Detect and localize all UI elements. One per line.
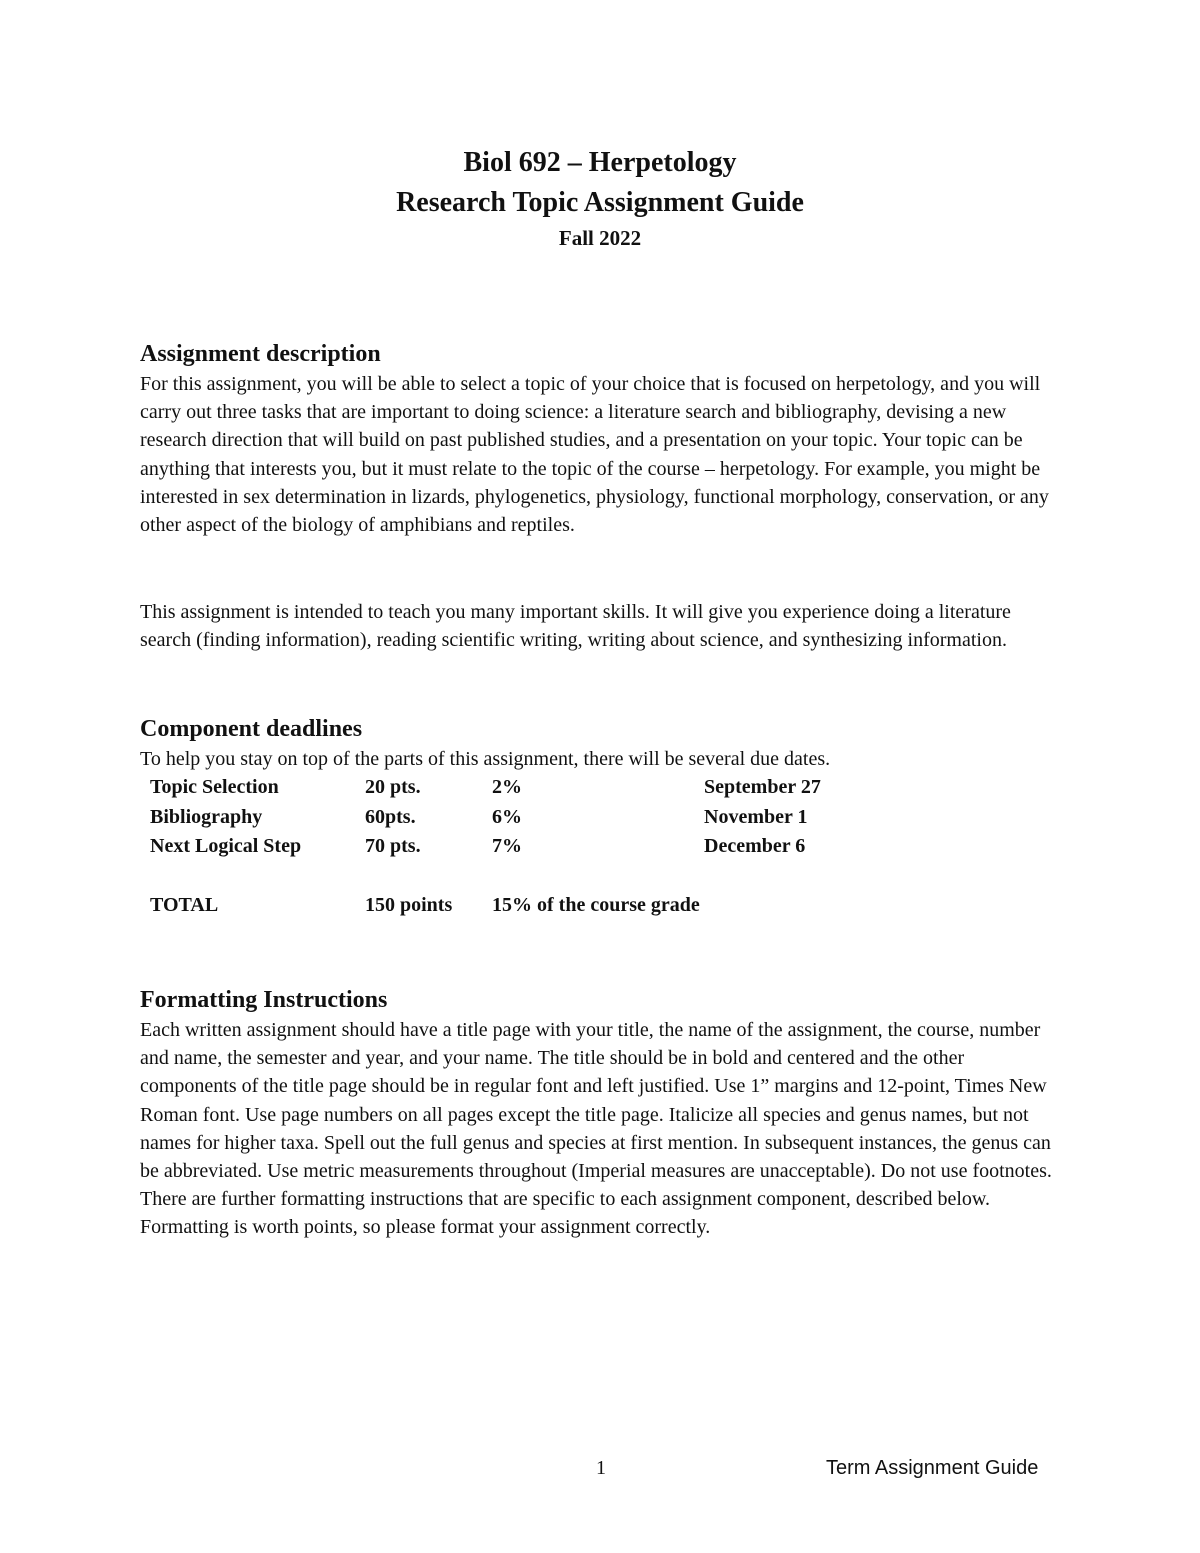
deadline-name: Topic Selection — [150, 776, 279, 799]
deadline-percent: 7% — [492, 835, 522, 858]
assignment-description-paragraph-2-block — [140, 598, 1065, 654]
deadline-points: 70 pts. — [365, 835, 421, 858]
deadline-points: 60pts. — [365, 805, 416, 828]
total-row — [140, 891, 904, 921]
component-deadlines-section — [140, 713, 1065, 920]
deadline-date: November 1 — [704, 805, 808, 828]
formatting-instructions-heading: Formatting Instructions — [140, 987, 388, 1013]
guide-title: Research Topic Assignment Guide — [396, 187, 804, 218]
table-row — [140, 803, 904, 833]
table-spacer-row — [140, 862, 904, 891]
total-points: 150 points — [365, 893, 453, 916]
assignment-description-paragraph-2: This assignment is intended to teach you many important skills. It will give you experience doing a literature search (finding information), reading scientific writing, writing about science, and synthesizing information. — [140, 601, 1011, 652]
total-label: TOTAL — [150, 893, 219, 916]
table-row — [140, 832, 904, 862]
deadlines-table — [140, 773, 904, 920]
deadline-name: Next Logical Step — [150, 835, 302, 858]
course-title: Biol 692 – Herpetology — [463, 147, 737, 178]
component-deadlines-heading: Component deadlines — [140, 716, 363, 742]
component-deadlines-intro: To help you stay on top of the parts of this assignment, there will be several due dates. — [140, 748, 831, 770]
assignment-description-heading: Assignment description — [140, 341, 381, 367]
deadline-date: December 6 — [704, 835, 806, 858]
assignment-description-paragraph-1: For this assignment, you will be able to select a topic of your choice that is focused on herpetology, and you will carry out three tasks that are important to doing science: a literature search and bibliography, devising a new research direction that will build on past published studies, and a presentation on your topic. Your topic can be anything that interests you, but it must relate to the topic of the course – herpetology. For example, you might be interested in sex determination in lizards, phylogenetics, physiology, functional morphology, conservation, or any other aspect of the biology of amphibians and reptiles. — [140, 373, 1049, 537]
deadline-points: 20 pts. — [365, 776, 421, 799]
deadline-percent: 2% — [492, 776, 522, 799]
deadline-date: September 27 — [704, 776, 821, 799]
footer-title: Term Assignment Guide — [826, 1457, 1039, 1479]
formatting-instructions-section — [140, 984, 1065, 1242]
total-percent: 15% of the course grade — [492, 893, 700, 916]
term-label: Fall 2022 — [558, 226, 642, 250]
assignment-description-section — [140, 338, 1065, 539]
footer-page-number: 1 — [596, 1457, 606, 1479]
formatting-instructions-paragraph: Each written assignment should have a title page with your title, the name of the assignment, the course, number and name, the semester and year, and your name. The title should be in bold and centered and the other components of the title page should be in regular font and left justified. Use 1” margins and 12-point, Times New Roman font. Use page numbers on all pages except the title page. Italicize all species and genus names, but not names for higher taxa. Spell out the full genus and species at first mention. In subsequent instances, the genus can be abbreviated. Use metric measurements throughout (Imperial measures are unacceptable). Do not use footnotes. There are further formatting instructions that are specific to each assignment component, described below. Formatting is worth points, so please format your assignment correctly. — [140, 1019, 1052, 1239]
table-row — [140, 773, 904, 803]
deadline-percent: 6% — [492, 805, 522, 828]
document-header — [0, 143, 1200, 253]
deadline-name: Bibliography — [150, 805, 263, 828]
